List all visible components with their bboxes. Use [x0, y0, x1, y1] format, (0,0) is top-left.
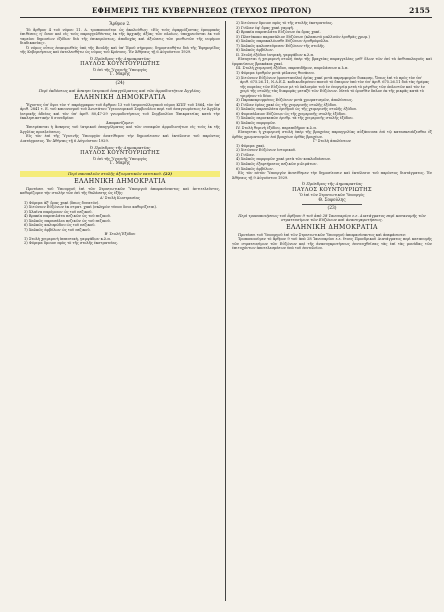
list-item: 6) Φορεσάλαιον Εὐζώνων ὡς τῆς χειμερινῆς στολῆς ἐξόδου. [236, 111, 347, 116]
minister-role: Ὁ ἐπὶ τῶν Στρατιωτικῶν Ὑπουργὸς [299, 193, 365, 198]
list-item: 4) Βρακία παρεπιλάτα Εὐζώνων ἐκ ὅρας χακί. [236, 30, 321, 35]
uniform-list-iii [232, 71, 432, 126]
divider [302, 204, 362, 205]
list-item: 8) Χαλκῶς πορφυρῶν. [236, 121, 277, 126]
decree-intro: Ἔχοντες ὑπ' ὄψει τὸν τ' παράγραφον τοῦ ἄρθρου 13 τοῦ ἰατροσυλλογικοῦ νόμου ΚΠΠ' τοῦ 1864, τὸν ὑπ' ἀριθ. 2841 τ. Ε. τοῦ κανονισμοῦ τοῦ Ἀνωτάτου Ὑγειονομικοῦ Συμβουλίου περὶ τοῦ ἀναγνωρίσεως ἐν Ἀγγλίᾳ ἰατρικῆς ἀδείας καὶ τὸν ὑπ' ἀριθ. 80,47-29 γνωμοδοτήσεως τοῦ Συμβουλίου Ἐπικρατείας κατὰ τὴν ἐκκλησιαστικὴν 8 συνεδρίαν: [20, 102, 220, 121]
highlighted-decree-number: (22) [163, 170, 173, 176]
uniform-list-g [232, 144, 432, 171]
section-heading: Α' Στολὴ Κωστρασίας [100, 195, 140, 200]
list-item: 1) Φόρεμα ἐρυθρὸν μετὰ μέλανος θυσάνου. [236, 71, 315, 76]
list-item: 7) Χαλκῶς καλοπτεῦρεσεν Εὐζώνων τῆς στολῆς. [236, 43, 326, 48]
list-item: 1) Στολὴ χειμερινὴ ἱππευτικὴ, γαμψάδων κ.λ.π. [24, 236, 111, 241]
minister-role: Ὁ ἐπὶ τῆς Ὑγιεινῆς Ὑπουργὸς [93, 67, 147, 72]
decree-intro: Προτάσει τοῦ Ὑπουργοῦ ἐπὶ τῶν Στρατιωτικῶν Ὑπουργοῦ ἀποφασίσαντος καὶ ἀπεφάσισεν: [238, 232, 407, 237]
decree-text: Τροποποιοῦμεν τὸ ἄρθρον 9 τοῦ ἀπὸ 28 Ἰανουαρίου ε.ε. ἔτους Προεδρικοῦ Διατάγματος περὶ κατανομῆς τῶν στρατευσίμων τῶν Εὐζώνων καὶ τῆς ἀνασυγκροτήσεως ἐπιτευχθεῖσας τὰς ἐπί τὰς μονάδας τῶν ἐπιτυχόντων ἀποτελεσμάτων ὑπὸ τοῦ ἐπιτελείου. [232, 237, 432, 251]
highlighted-title-text: Περὶ πανοπλιῶν στολῆς ἀξιωματικῶν ναυτικοῦ. [67, 170, 162, 176]
decree-text: Ἐπιτρέπεται ἡ ἄσκησις τοῦ ἰατρικοῦ ἐπαγγέλματος καὶ τῶν συναφῶν ἀρμοδιοτήτων εἰς τοὺς ἐκ τῆς Ἀγγλίας προελεύσεως. [20, 125, 220, 134]
gazette-title: ΕΦΗΜΕΡΙΣ ΤΗΣ ΚΥΒΕΡΝΗΣΕΩΣ (ΤΕΥΧΟΣ ΠΡΩΤΟΝ) [92, 6, 312, 15]
president-name: ΠΑΥΛΟΣ ΚΟΥΝΤΟΥΡΙΩΤΗΣ [292, 186, 372, 193]
list-item: 4) Χαλκῶς πορφυρῶν χακὶ μετὰ τῶν κυκλοδιάσεων. [236, 157, 332, 162]
list-item: 4) Βρακία παρεπιλάτα πεζικῶν ὡς τοῦ πεζικοῦ. [24, 214, 111, 219]
section-text: Εἰσαγεται ἡ χειμερινὴ στολὴ ὑπὲρ τῆς βραχείας παραγγελίας μεθ' ὅλων τῶν ἐπί τὰ ἀνθυπολαγοὺς καὶ ἐμφανίσεως βρακάκια χακί. [232, 57, 432, 66]
minister-name: Γ. Μαρῆς [110, 160, 130, 166]
decree-close: Εἰς τὸν ἐπὶ τῆς Ὑγιεινῆς Ὑπουργὸν ἀνατίθεμεν τὴν δημοσίευσιν καὶ ἐκτέλεσιν τοῦ παρόντος Διατάγματος. Ἐν Ἀθήναις τῇ 6 Αὐγούστου 1929. [20, 134, 220, 144]
left-column [20, 21, 226, 601]
section-heading: ΙΙ. Στολὴ ἐξόδου ἱατρικὴ, γαμψάδων κ.λ.π. [236, 52, 315, 57]
uniform-list-b [20, 237, 220, 246]
list-item: 5) Χαλκῶς παρασάλια πεζικῶν ὡς τοῦ πεζικοῦ. [24, 218, 111, 223]
right-column [226, 21, 432, 601]
list-item: 3) Παρακεκρυμμένος Εὐζώνων μετὰ χρωματισμῶν, ἀπολύσεως. [236, 98, 353, 103]
list-item: 3) Γυῖλαν ἐφ' ὅρας χακὶ γαμψῆ. [236, 25, 294, 30]
list-item: 3) Χλαῖνα παρόμοιον ὡς τοῦ πεζικοῦ. [24, 209, 93, 214]
decree-number: (24) [115, 81, 125, 87]
minister-role: Ὁ ἐπὶ τῆς Ὑγιεινῆς Ὑπουργὸς [93, 156, 147, 161]
republic-heading: ΕΛΛΗΝΙΚΗ ΔΗΜΟΚΡΑΤΙΑ [74, 94, 166, 102]
president-label: Ὁ Πρόεδρος τῆς Δημοκρατίας [89, 55, 151, 61]
highlighted-decree-title [20, 171, 220, 178]
republic-heading: ΕΛΛΗΝΙΚΗ ΔΗΜΟΚΡΑΤΙΑ [286, 223, 378, 231]
list-item: 2) Χιτώνιον Εὐζώνων ἐκ στρατ. χακὶ (σκληρὸν τύπου ὅσοι καθορίζεται). [24, 205, 158, 210]
page-number: 2155 [409, 6, 430, 15]
closing-text: Ὁ νόμος οὗτος ἐπικυρωθεὶς ὑπὸ τῆς Βουλῆς καὶ ὑπ' Ἐμοῦ σήμερον, δημοσιευθήτω διὰ τῆς Ἐφημερίδος τῆς Κυβερνήσεως καὶ ἐκτελεσθήτω ὡς νόμος τοῦ Κράτους. Ἐν Ἀθήναις τῇ 6 Αὐγούστου 1929. [20, 45, 220, 55]
list-item: 5) Πλατύκοκο παρασάλιον Εὐζώνων (κλαπωτὸ μαλλινὸν ἐρυθρὰς χρωμ.) [236, 34, 370, 39]
republic-heading: ΕΛΛΗΝΙΚΗ ΔΗΜΟΚΡΑΤΙΑ [74, 178, 166, 186]
decree-close: Εἰς τὸν αὐτὸν Ὑπουργὸν ἀνατίθεμεν τὴν δημοσίευσιν καὶ ἐκτέλεσιν τοῦ παρόντος διατάγματος. Ἐν Ἀθήναις τῇ 9 Αὐγούστου 1929. [232, 171, 432, 180]
list-item: 8) Χαλκῶς ἀρβύλων. [236, 48, 274, 53]
list-item: 2) Χιτώνιον Εὐζώνων (φουστανέλα) ἐρίας χακί μετὰ παρεμφερῶν διακοσμ. Ὅπως ἐπὶ τὸ πρὸς τὸν ὑπ' ἀριθ. 675.26.11, Ν.Δ.Ε.Σ. κοδικωδεμένου ποσοῦ τὸ ὅπειρον ὑπὸ τὸν ὑπ' ἀριθ. 675.26.11 διὰ τὰς ἡμέρας τῆς πορείας τῶν Εὐζώνων μὲ τὸ ὁπλισμὸν τοῦ ἐν ἐνεργείᾳ μετὰ τὸ μέγεθος τῶν ὀπλιστῶν καὶ τὸν ἐν χειρὶ τῆς στολῆς τὰς διαφορὰς μεταξὺ τῶν Εὐζώνων. Μετὰ τὸ ὁρισθὲν ὅπλον ἐκ τῆς μικρᾶς κατὰ τὸ τριμήνον τὸ δέον. [236, 75, 430, 98]
list-item: 3) Γυῖλαν. [236, 152, 255, 157]
list-item: 2) Χιτώνιον Εὐζώνων ἱστορικοῦ. [236, 148, 297, 153]
list-item: 2) Χιτώνιον ὅμοιον πρὸς τὸ τῆς στολῆς ἐκστρατείας. [236, 21, 333, 25]
decree-number: (23) [327, 206, 337, 212]
minister-name: Γ. Μαρῆς [110, 71, 130, 77]
list-item: 7) Χαλκῶς ἀρβύλων ὡς τοῦ πεζικοῦ. [24, 227, 91, 232]
article-heading: Ἄρθρον 2. [109, 21, 131, 26]
list-item: 6) Χαλκῶς ἀρβύλων. [236, 166, 274, 171]
list-item: 1) Φόρεμα ἀξ' ὅρας χακὶ (ὅπως δυνατόν). [24, 200, 100, 205]
president-name: ΠΑΥΛΟΣ ΚΟΥΝΤΟΥΡΙΩΤΗΣ [80, 61, 160, 68]
uniform-list-continued [232, 21, 432, 53]
list-item: 2) Φόρεμα ὅμοιον πρὸς τὸ τῆς στολῆς ἐκστρατείας. [24, 241, 118, 246]
minister-name: Θ. Σοφούλης [318, 196, 346, 202]
list-item: 5) Χαλκῶς παρεπιλάτα ἐρυθροῦ ὡς τῆς χειμερινῆς στολῆς ἐξόδου. [236, 107, 358, 112]
decree-title: Περὶ τροποποιήσεως τοῦ ἄρθρου 9 τοῦ ἀπὸ 28 Ἰανουαρίου ε.ε. Διατάγματος περὶ κατανομῆς τῶν στρατευσίμων τῶν Εὐζώνων καὶ ἀνασυγκροτήσεως. [238, 212, 426, 223]
article-text: Τὸ ἄρθρον 4 τοῦ νόμου 11. Δ. τροποποιεῖται ὡς ἀκολούθως: «Εἰς τοὺς ἐφαρμόζοντας ἐμπορικὰς ἐπιθέσεις η' ὅσον καὶ εἰς τοὺς παραγγελθέντας ἐκ τῆς ἀρχικῆς ἀξίας τῶν πλοίων, ὑποχρεοῦνται ἐκ τοῦ ταμείου δημοσίων ἐξόδων διὰ τῆς ἐπικυρώσεως, ἀποδοχὰς καὶ ἀξιώσεις τῶν μισθωτῶν τῆς νομίμου διαδικασίας». [20, 27, 220, 46]
list-item: 6) Χαλκῶς καλυφώδου ὡς τοῦ πεζικοῦ. [24, 223, 96, 228]
list-item: 7) Χαλκῶς περισκεπών ἐρυθρ. τὰ τῆς χειμερινῆς στολῆς ἐξόδου. [236, 116, 354, 121]
president-name: ΠΑΥΛΟΣ ΚΟΥΝΤΟΥΡΙΩΤΗΣ [80, 150, 160, 157]
list-item: 4) Γυῖλαν ἐρίας χακὶ ὡς τῆς χειμερινῆς στολῆς ἐξόδου. [236, 102, 338, 107]
section-text: Εἰσαγεται ἡ χειμερινὴ στολὴ ὑπὲρ τῆς βραχείας παραγγελίας αὐξάνουσα ἐπὶ τῷ κατασκευάζεσθαι ἐξ ὀρθάς χρωματισμῶν ἐπὶ βραχέων ὀρθάς βραχέων. [232, 130, 432, 139]
two-column-body [20, 21, 432, 601]
president-label: Ὁ Πρόεδρος τῆς Δημοκρατίας [301, 181, 363, 187]
section-heading: Β' Στολὴ Ἐξόδου [104, 232, 136, 237]
president-label: Ὁ Πρόεδρος τῆς Δημοκρατίας [89, 144, 151, 150]
decree-intro: Προτάσει τοῦ Ὑπουργοῦ ἐπὶ τῶν Στρατιωτικῶν Ὑπουργοῦ ἀποφασίσαντος καὶ ἀντιτελεῦντες, καθορίζομεν τὴν στολὴν τῶν ἐπὶ τῆς θαλάσσης ὡς ἑξῆς: [20, 186, 220, 196]
list-item: 1) Φόρεμα χακὶ. [236, 143, 266, 148]
decree-decision: Ἀποφασίζομεν: [106, 120, 134, 125]
list-item: 5) Χαλκῶς ἐξαρτήματος πεζικῶν μιλιμάτων. [236, 161, 318, 166]
section-heading: ΙΙΙ. Στολὴ χειμερινὴ ἐξόδου, παρεπιδῆμον, παρελάσεων κ.λ.π. [236, 66, 349, 71]
divider [90, 79, 150, 80]
page-header [20, 6, 432, 18]
list-item: 6) Χαλκῶς παρακαλόωσθε Εὐζώνων ἐρυθρόφυλλα. [236, 39, 330, 44]
uniform-list-a [20, 201, 220, 233]
decree-title: Περὶ ἐκδόσεως καὶ ἄσκησι ἰατρικοῦ ἐπαγγέλματος καὶ τῶν ἀρμοδιοτήτων Ἀγγλίας. [38, 87, 202, 93]
section-heading: Γ' Στολὴ ἀπολύσεων [313, 139, 351, 144]
section-heading: IV. Στολὴ θερινὴ ἐξόδου, παρεπιδῆμον κ.λ.π. [236, 125, 317, 130]
